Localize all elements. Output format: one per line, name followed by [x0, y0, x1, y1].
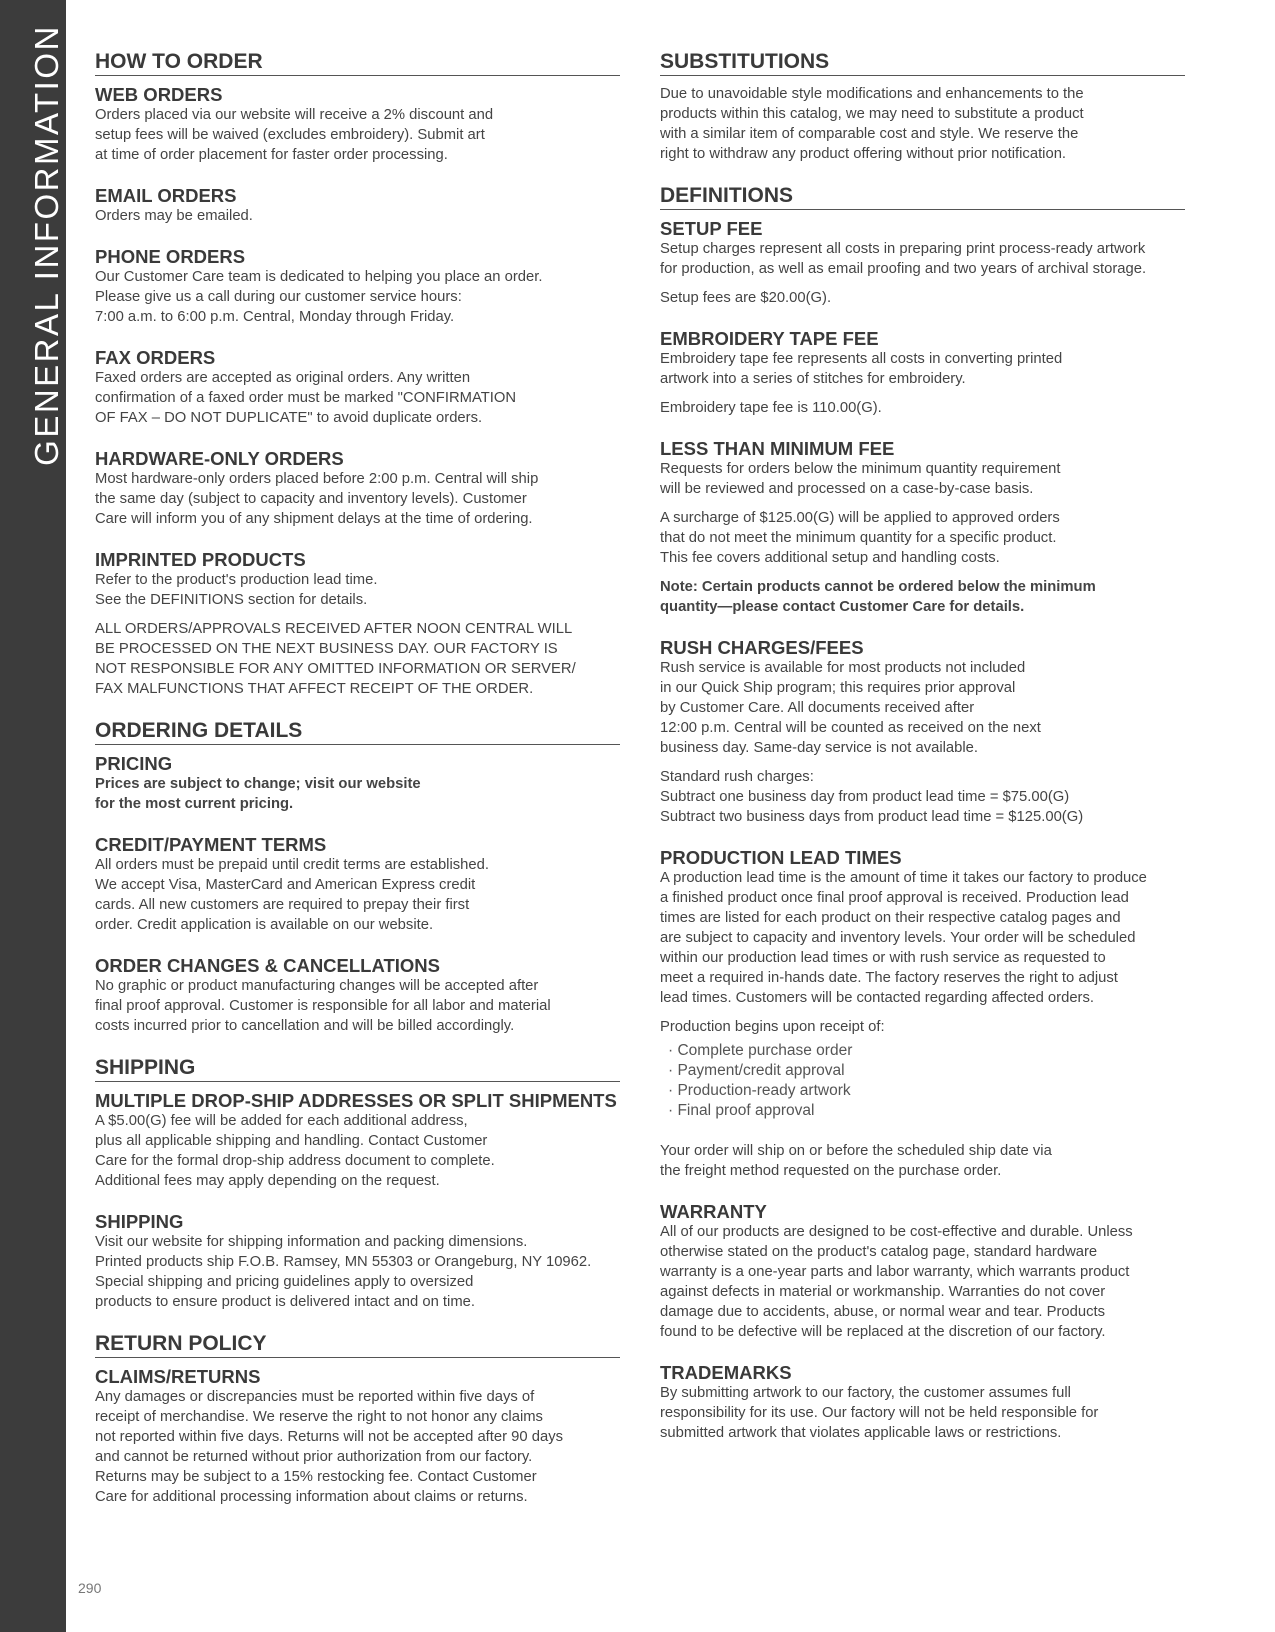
- paragraph: Prices are subject to change; visit our website for the most current pricing.: [95, 776, 421, 812]
- section-how-to-order: [95, 50, 640, 699]
- paragraph: ALL ORDERS/APPROVALS RECEIVED AFTER NOON CENTRAL WILL BE PROCESSED ON THE NEXT BUSINESS DAY. OUR FACTORY IS NOT RESPONSIBLE FOR ANY OMITTED INFORMATION OR SERVER/ FAX MALFUNCTIONS THAT AFFECT RECEIPT OF THE ORDER.: [95, 621, 576, 697]
- page-number: 290: [78, 1580, 102, 1596]
- paragraph: Setup charges represent all costs in preparing print process-ready artwork for production, as well as email proofing and two years of archival storage.: [660, 241, 1147, 277]
- section-heading: RETURN POLICY: [95, 1332, 620, 1358]
- paragraph: A production lead time is the amount of time it takes our factory to produce a finished product once final proof approval is received. Production lead times are listed for each product on their respective catalog pages and are subject to capacity and inventory levels. Your order will be scheduled within our production lead times or with rush service as requested to meet a required in-hands date. The factory reserves the right to adjust lead times. Customers will be contacted regarding affected orders.: [660, 870, 1147, 1006]
- paragraph: Any damages or discrepancies must be reported within five days of receipt of merchandise. We reserve the right to not honor any claims not reported within five days. Returns will not be accepted after 90 days and cannot be returned without prior authorization from our factory. Returns may be subject to a 15% restocking fee. Contact Customer Care for additional processing information about claims or returns.: [95, 1389, 564, 1505]
- paragraph: All of our products are designed to be cost-effective and durable. Unless otherwise stated on the product's catalog page, standard hardware warranty is a one-year parts and labor warranty, which warrants product against defects in material or workmanship. Warranties do not cover damage due to accidents, abuse, or normal wear and tear. Products found to be defective will be replaced at the discretion of our factory.: [660, 1224, 1133, 1340]
- subsection-order-changes-and-cancellations: [95, 955, 640, 1036]
- bullet-item: · Payment/credit approval: [668, 1062, 845, 1079]
- subsection-title: SETUP FEE: [660, 218, 763, 239]
- subsection-title: EMBROIDERY TAPE FEE: [660, 328, 879, 349]
- subsection-title: MULTIPLE DROP-SHIP ADDRESSES OR SPLIT SHIPMENTS: [95, 1090, 617, 1111]
- subsection-trademarks: [660, 1362, 1190, 1443]
- subsection-title: HARDWARE-ONLY ORDERS: [95, 448, 344, 469]
- paragraph: Orders placed via our website will receive a 2% discount and setup fees will be waived (excludes embroidery). Submit art at time of order placement for faster order processing.: [95, 107, 494, 163]
- subsection-title: IMPRINTED PRODUCTS: [95, 549, 306, 570]
- section-shipping: [95, 1056, 640, 1312]
- paragraph: Most hardware-only orders placed before 2:00 p.m. Central will ship the same day (subject to capacity and inventory levels). Customer Care will inform you of any shipment delays at the time of ordering.: [95, 471, 539, 527]
- sidebar: [0, 0, 66, 1632]
- paragraph: Visit our website for shipping information and packing dimensions. Printed products ship F.O.B. Ramsey, MN 55303 or Orangeburg, NY 10962. Special shipping and pricing guidelines apply to oversized products to ensure product is delivered intact and on time.: [95, 1234, 592, 1310]
- paragraph: A $5.00(G) fee will be added for each additional address, plus all applicable shipping and handling. Contact Customer Care for the formal drop-ship address document to complete. Additional fees may apply depending on the request.: [95, 1113, 495, 1189]
- paragraph: Requests for orders below the minimum quantity requirement will be reviewed and processed on a case-by-case basis.: [660, 461, 1061, 497]
- subsection: [660, 84, 1190, 164]
- subsection-title: WEB ORDERS: [95, 84, 223, 105]
- paragraph: Orders may be emailed.: [95, 208, 253, 224]
- subsection-pricing: [95, 753, 640, 814]
- subsection-title: EMAIL ORDERS: [95, 185, 237, 206]
- subsection-title: SHIPPING: [95, 1211, 184, 1232]
- paragraph: By submitting artwork to our factory, the customer assumes full responsibility for its use. Our factory will not be held responsible for submitted artwork that violates applicable laws or restrictions.: [660, 1385, 1099, 1441]
- paragraph: All orders must be prepaid until credit terms are established. We accept Visa, MasterCard and American Express credit cards. All new customers are required to prepay their first order. Credit application is available on our website.: [95, 857, 489, 933]
- subsection-title: WARRANTY: [660, 1201, 767, 1222]
- section-definitions: [660, 184, 1190, 1443]
- paragraph: Setup fees are $20.00(G).: [660, 290, 832, 306]
- paragraph: No graphic or product manufacturing changes will be accepted after final proof approval. Customer is responsible for all labor and material costs incurred prior to cancellation and will be billed accordingly.: [95, 978, 551, 1034]
- subsection-phone-orders: [95, 246, 640, 327]
- subsection-setup-fee: [660, 218, 1190, 308]
- paragraph: Refer to the product's production lead time. See the DEFINITIONS section for details.: [95, 572, 378, 608]
- paragraph: Our Customer Care team is dedicated to helping you place an order. Please give us a call during our customer service hours: 7:00 a.m. to 6:00 p.m. Central, Monday through Friday.: [95, 269, 543, 325]
- bullet-item: · Complete purchase order: [668, 1042, 853, 1059]
- subsection-claims-returns: [95, 1366, 640, 1507]
- section-heading: SHIPPING: [95, 1056, 620, 1082]
- paragraph: Embroidery tape fee is 110.00(G).: [660, 400, 882, 416]
- subsection-email-orders: [95, 185, 640, 226]
- paragraph: Standard rush charges: Subtract one business day from product lead time = $75.00(G) Subtract two business days from product lead time = $125.00(G): [660, 769, 1084, 825]
- paragraph: Note: Certain products cannot be ordered below the minimum quantity—please contact Customer Care for details.: [660, 579, 1096, 615]
- paragraph: A surcharge of $125.00(G) will be applied to approved orders that do not meet the minimum quantity for a specific product. This fee covers additional setup and handling costs.: [660, 510, 1060, 566]
- subsection-multiple-drop-ship-addresses-or-split-shipments: [95, 1090, 640, 1191]
- subsection-web-orders: [95, 84, 640, 165]
- bullet-list: [660, 1041, 1190, 1121]
- section-heading: SUBSTITUTIONS: [660, 50, 1185, 76]
- paragraph: Faxed orders are accepted as original orders. Any written confirmation of a faxed order must be marked "CONFIRMATION OF FAX – DO NOT DUPLICATE" to avoid duplicate orders.: [95, 370, 517, 426]
- right-column: [660, 50, 1190, 1463]
- paragraph: Your order will ship on or before the scheduled ship date via the freight method requested on the purchase order.: [660, 1143, 1052, 1179]
- subsection-less-than-minimum-fee: [660, 438, 1190, 617]
- paragraph: Production begins upon receipt of:: [660, 1019, 885, 1035]
- subsection-hardware-only-orders: [95, 448, 640, 529]
- subsection-embroidery-tape-fee: [660, 328, 1190, 418]
- section-heading: DEFINITIONS: [660, 184, 1185, 210]
- paragraph: Due to unavoidable style modifications and enhancements to the products within this catalog, we may need to substitute a product with a similar item of comparable cost and style. We reserve the right to withdraw any product offering without prior notification.: [660, 86, 1084, 162]
- subsection-production-lead-times: [660, 847, 1190, 1181]
- subsection-rush-charges-fees: [660, 637, 1190, 827]
- subsection-title: PRICING: [95, 753, 173, 774]
- subsection-credit-payment-terms: [95, 834, 640, 935]
- subsection-title: PRODUCTION LEAD TIMES: [660, 847, 902, 868]
- subsection-title: CLAIMS/RETURNS: [95, 1366, 261, 1387]
- paragraph: Rush service is available for most products not included in our Quick Ship program; this requires prior approval by Customer Care. All documents received after 12:00 p.m. Central will be counted as received on the next business day. Same-day service is not available.: [660, 660, 1041, 756]
- subsection-title: LESS THAN MINIMUM FEE: [660, 438, 895, 459]
- subsection-shipping: [95, 1211, 640, 1312]
- section-return-policy: [95, 1332, 640, 1507]
- bullet-item: · Production-ready artwork: [668, 1082, 851, 1099]
- subsection-title: TRADEMARKS: [660, 1362, 792, 1383]
- bullet-item: · Final proof approval: [668, 1102, 815, 1119]
- subsection-warranty: [660, 1201, 1190, 1342]
- section-ordering-details: [95, 719, 640, 1036]
- sidebar-title: GENERAL INFORMATION: [28, 24, 65, 466]
- subsection-title: RUSH CHARGES/FEES: [660, 637, 864, 658]
- section-heading: HOW TO ORDER: [95, 50, 620, 76]
- section-heading: ORDERING DETAILS: [95, 719, 620, 745]
- subsection-title: ORDER CHANGES & CANCELLATIONS: [95, 955, 440, 976]
- subsection-fax-orders: [95, 347, 640, 428]
- section-substitutions: [660, 50, 1190, 164]
- subsection-title: PHONE ORDERS: [95, 246, 246, 267]
- subsection-imprinted-products: [95, 549, 640, 699]
- subsection-title: FAX ORDERS: [95, 347, 216, 368]
- subsection-title: CREDIT/PAYMENT TERMS: [95, 834, 327, 855]
- paragraph: Embroidery tape fee represents all costs in converting printed artwork into a series of stitches for embroidery.: [660, 351, 1063, 387]
- left-column: [95, 50, 640, 1527]
